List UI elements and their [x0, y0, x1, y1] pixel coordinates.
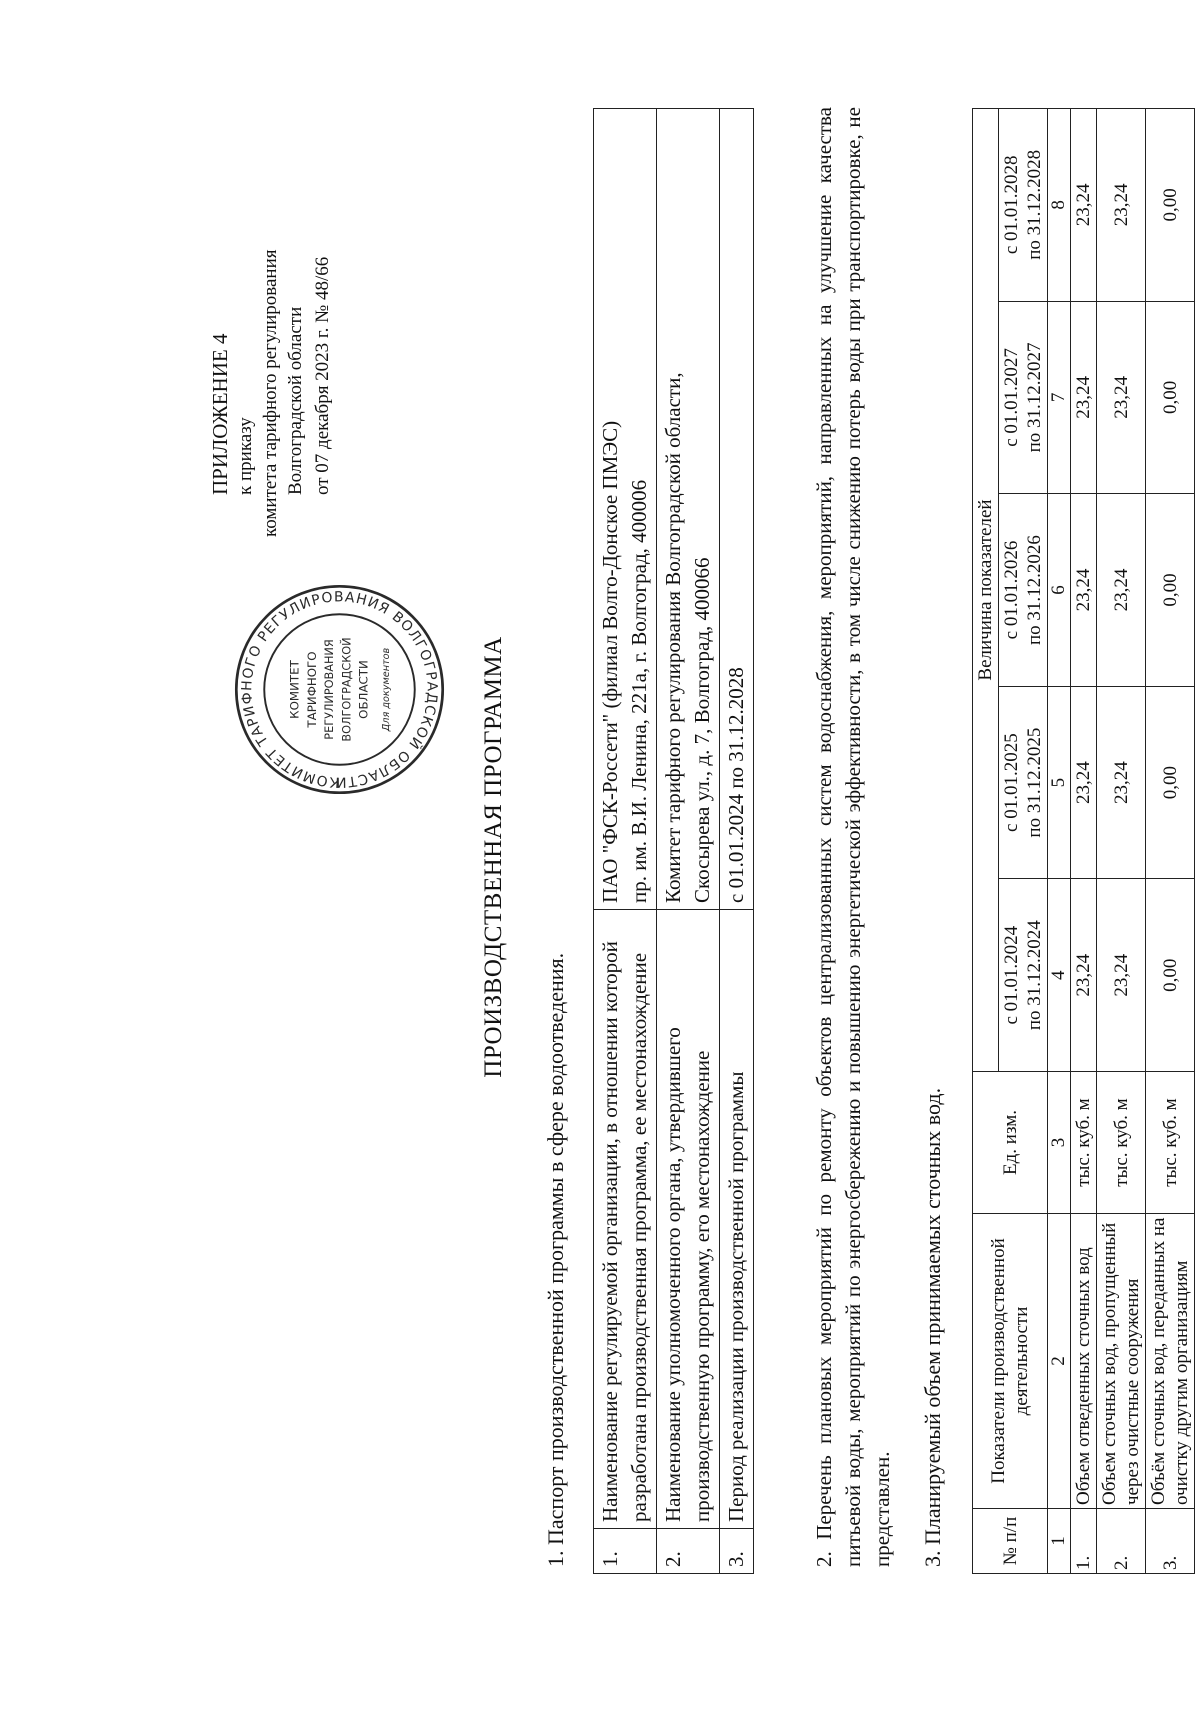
passport-row-label: Наименование регулируемой организации, в отношении которой разработана производственная программа, ее местонахождение [594, 910, 657, 1529]
stamp-line-5: ОБЛАСТИ [356, 660, 371, 719]
period-from: с 01.01.2026 [1001, 540, 1022, 640]
period-from: с 01.01.2027 [1001, 348, 1022, 447]
row-unit: тыс. куб. м [1071, 1072, 1097, 1214]
row-value: 23,24 [1097, 109, 1146, 302]
row-value: 23,24 [1071, 109, 1097, 302]
row-value: 23,24 [1071, 301, 1097, 494]
row-value: 23,24 [1071, 494, 1097, 687]
index-cell: 5 [1048, 686, 1071, 879]
official-seal-stamp [232, 582, 447, 797]
table-header-row [973, 109, 999, 1574]
row-value: 0,00 [1146, 301, 1195, 494]
stamp-outer-text: КОМИТЕТ ТАРИФНОГО РЕГУЛИРОВАНИЯ ВОЛГОГРАДСКОЙ ОБЛАСТИ [239, 589, 440, 790]
document-sheet [150, 77, 1192, 1637]
passport-row-number: 3. [720, 1529, 754, 1574]
passport-row-value [594, 109, 657, 910]
col-header-number: № п/п [973, 1509, 1048, 1574]
period-from: с 01.01.2028 [1001, 155, 1022, 255]
appendix-title: ПРИЛОЖЕНИЕ 4 [208, 333, 232, 495]
passport-row-label: Наименование уполномоченного органа, утвердившего производственную программу, его местонахождение [657, 910, 720, 1529]
row-value: 23,24 [1071, 879, 1097, 1072]
row-number: 2. [1097, 1509, 1146, 1574]
row-indicator: Объём сточных вод, переданных на очистку другим организациям [1146, 1214, 1195, 1509]
row-value: 0,00 [1146, 109, 1195, 302]
stamp-line-4: ВОЛГОГРАДСКОЙ [340, 637, 354, 742]
period-from: с 01.01.2024 [1001, 925, 1022, 1025]
passport-row-number: 2. [657, 1529, 720, 1574]
period-from: с 01.01.2025 [1001, 733, 1022, 832]
row-value: 0,00 [1146, 494, 1195, 687]
period-to: по 31.12.2024 [1024, 920, 1045, 1031]
passport-row-value [720, 109, 754, 910]
passport-row-label: Период реализации производственной программы [720, 910, 754, 1529]
row-number: 3. [1146, 1509, 1195, 1574]
indicators-table [972, 108, 1195, 1574]
appendix-region: Волгоградской области [285, 306, 306, 495]
row-indicator: Объем отведенных сточных вод [1071, 1214, 1097, 1509]
section-2-paragraph: 2. Перечень плановых мероприятий по ремонту объектов централизованных систем водоснабжения, мероприятий, направленных на улучшение качества питьевой воды, мероприятий по энергосбережению и повышению энергетической эффективности, в том числе снижению потерь воды при транспортировке, не представлен. [812, 107, 894, 1567]
period-to: по 31.12.2028 [1024, 149, 1045, 260]
index-cell: 7 [1048, 301, 1071, 494]
period-header [999, 301, 1048, 494]
index-cell: 6 [1048, 494, 1071, 687]
appendix-date-number: от 07 декабря 2023 г. № 48/66 [312, 256, 333, 495]
col-header-indicator: Показатели производственной деятельности [973, 1214, 1048, 1509]
row-value: 0,00 [1146, 686, 1195, 879]
row-value: 23,24 [1097, 879, 1146, 1072]
passport-value-line: ПАО "ФСК-Россети" (филиал Волго-Донское ПМЭС) [598, 420, 622, 903]
row-indicator: Объем сточных вод, пропущенный через очистные сооружения [1097, 1214, 1146, 1509]
table-row [1097, 109, 1146, 1574]
stamp-line-6: Для документов [380, 647, 392, 732]
passport-value-line: пр. им. В.И. Ленина, 221а, г. Волгоград, 400006 [627, 479, 651, 903]
index-cell: 4 [1048, 879, 1071, 1072]
appendix-order-ref: к приказу [235, 417, 256, 495]
appendix-block [208, 77, 335, 637]
period-header [999, 494, 1048, 687]
passport-row-number: 1. [594, 1529, 657, 1574]
table-row [1146, 109, 1195, 1574]
page-title: ПРОИЗВОДСТВЕННАЯ ПРОГРАММА [480, 636, 507, 1078]
passport-value-line: Скосырева ул., д. 7, Волгоград, 400066 [690, 557, 714, 903]
row-value: 0,00 [1146, 879, 1195, 1072]
row-value: 23,24 [1097, 686, 1146, 879]
index-cell: 2 [1048, 1214, 1071, 1509]
index-cell: 1 [1048, 1509, 1071, 1574]
passport-table [593, 108, 754, 1574]
index-cell: 3 [1048, 1072, 1071, 1214]
period-header [999, 109, 1048, 302]
period-header [999, 686, 1048, 879]
row-unit: тыс. куб. м [1097, 1072, 1146, 1214]
passport-row-value [657, 109, 720, 910]
period-to: по 31.12.2027 [1024, 342, 1045, 453]
stamp-line-2: ТАРИФНОГО [304, 651, 319, 728]
row-value: 23,24 [1097, 301, 1146, 494]
row-value: 23,24 [1071, 686, 1097, 879]
stamp-line-3: РЕГУЛИРОВАНИЯ [323, 639, 337, 740]
passport-row [594, 109, 657, 1574]
row-number: 1. [1071, 1509, 1097, 1574]
row-value: 23,24 [1097, 494, 1146, 687]
index-cell: 8 [1048, 109, 1071, 302]
period-to: по 31.12.2026 [1024, 535, 1045, 645]
passport-value-line: Комитет тарифного регулирования Волгоградской области, [661, 372, 685, 903]
passport-value-line: с 01.01.2024 по 31.12.2028 [724, 667, 748, 903]
appendix-committee: комитета тарифного регулирования [260, 249, 281, 537]
passport-row [657, 109, 720, 1574]
row-unit: тыс. куб. м [1146, 1072, 1195, 1214]
passport-row [720, 109, 754, 1574]
col-header-group: Величина показателей [973, 109, 999, 1072]
section-1-heading: 1. Паспорт производственной программы в сфере водоотведения. [543, 952, 568, 1567]
index-row [1048, 109, 1071, 1574]
stamp-line-1: КОМИТЕТ [287, 660, 302, 719]
table-row [1071, 109, 1097, 1574]
period-header [999, 879, 1048, 1072]
period-to: по 31.12.2025 [1024, 727, 1045, 838]
col-header-unit: Ед. изм. [973, 1072, 1048, 1214]
section-3-heading: 3. Планируемый объем принимаемых сточных вод. [920, 1087, 945, 1567]
